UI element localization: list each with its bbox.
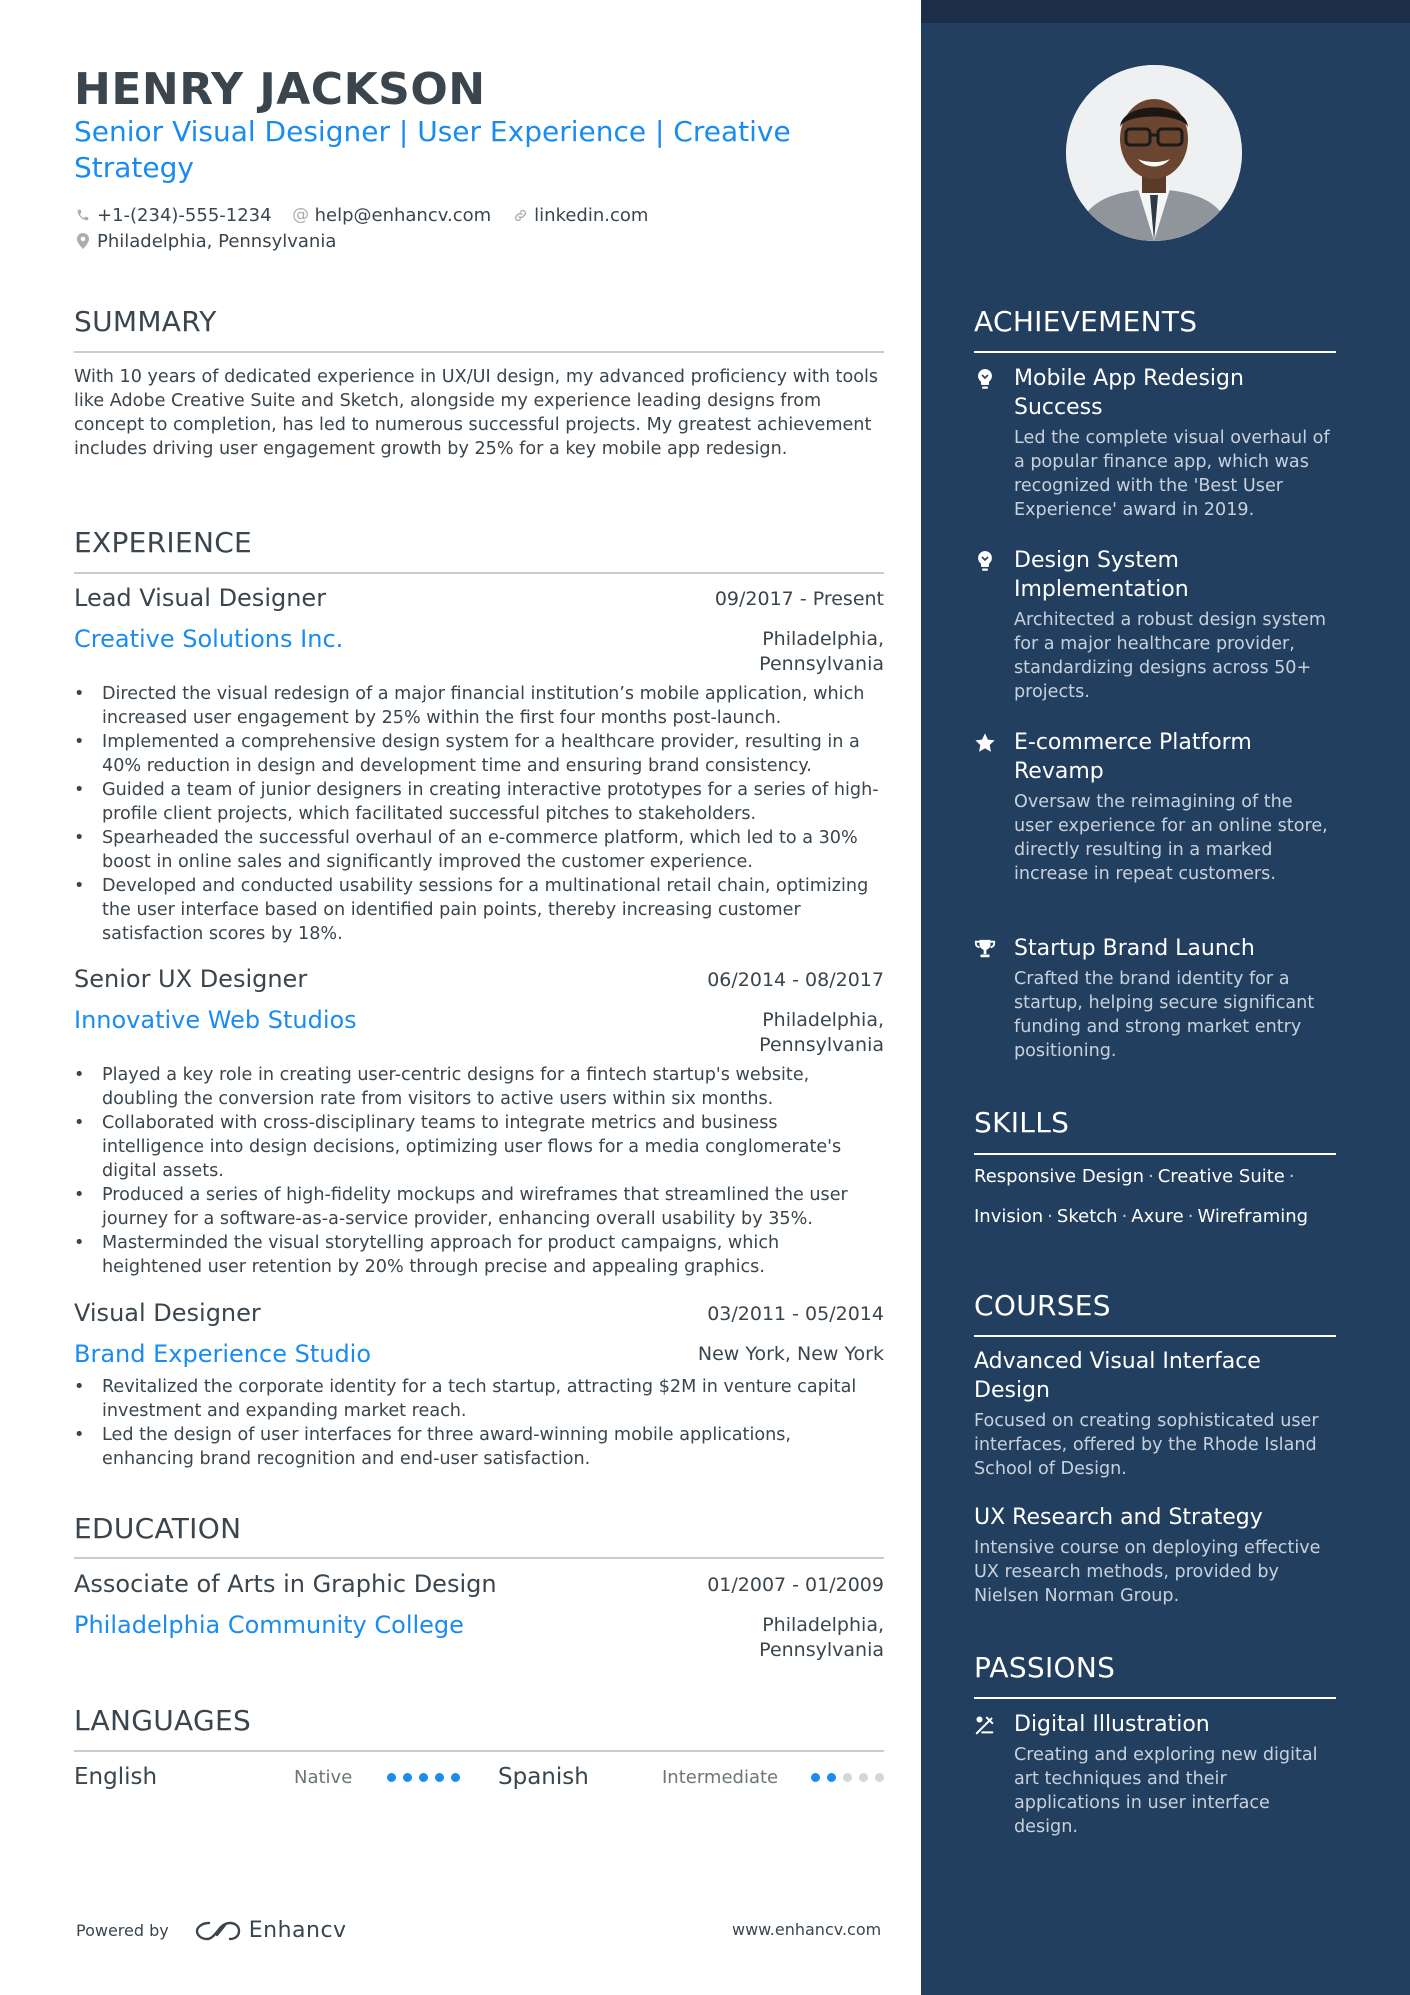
degree-title: Associate of Arts in Graphic Design bbox=[74, 1570, 497, 1598]
profile-avatar-icon bbox=[1066, 65, 1242, 241]
languages-title: LANGUAGES bbox=[74, 1704, 252, 1737]
company-name[interactable]: Creative Solutions Inc. bbox=[74, 625, 344, 653]
job-dates: 03/2011 - 05/2014 bbox=[707, 1303, 884, 1325]
list-item: • Played a key role in creating user-centric designs for a fintech startup's website, doubling the conversion rate from visitors to active users within six months. bbox=[74, 1063, 884, 1111]
rating-dot-filled bbox=[387, 1773, 396, 1782]
pen-tool-icon bbox=[974, 1714, 996, 1736]
company-name[interactable]: Innovative Web Studios bbox=[74, 1006, 357, 1034]
achievement-title: Startup Brand Launch bbox=[1014, 936, 1255, 961]
sidebar bbox=[921, 0, 1410, 1995]
job-title: Senior UX Designer bbox=[74, 965, 308, 993]
languages-divider bbox=[74, 1750, 884, 1752]
language-name: English bbox=[74, 1764, 158, 1790]
experience-title: EXPERIENCE bbox=[74, 526, 253, 559]
achievement-title: E-commerce Platform Revamp bbox=[1014, 730, 1252, 784]
linkedin-text: linkedin.com bbox=[534, 204, 649, 226]
rating-dot-filled bbox=[811, 1773, 820, 1782]
list-item: • Spearheaded the successful overhaul of an e-commerce platform, which led to a 30% boost in online sales and significantly improved the customer experience. bbox=[74, 826, 884, 874]
contact-info bbox=[74, 203, 884, 255]
achievement-desc: Oversaw the reimagining of the user experience for an online store, directly resulting in a marked increase in repeat customers. bbox=[1014, 792, 1328, 884]
achievement-desc: Architected a robust design system for a major healthcare provider, standardizing designs across 50+ projects. bbox=[1014, 610, 1326, 702]
powered-by-text: Powered by bbox=[76, 1921, 169, 1940]
rating-dot-filled bbox=[419, 1773, 428, 1782]
list-item: • Led the design of user interfaces for three award-winning mobile applications, enhancing brand recognition and end-user satisfaction. bbox=[74, 1423, 884, 1471]
passion-item bbox=[974, 1710, 1336, 1839]
education-location: Philadelphia, Pennsylvania bbox=[759, 1614, 884, 1661]
linkedin-item[interactable] bbox=[511, 205, 648, 226]
skill-tag: Responsive Design bbox=[974, 1166, 1144, 1187]
courses-divider bbox=[974, 1335, 1336, 1337]
profile-photo bbox=[1066, 65, 1242, 241]
job-bullets bbox=[74, 1063, 884, 1279]
language-level: Native bbox=[294, 1767, 353, 1788]
job-title: Visual Designer bbox=[74, 1299, 261, 1327]
rating-dot-filled bbox=[403, 1773, 412, 1782]
email-text: help@enhancv.com bbox=[314, 204, 492, 226]
job-location: New York, New York bbox=[697, 1343, 884, 1365]
courses-title: COURSES bbox=[974, 1289, 1111, 1322]
skill-tag: Invision bbox=[974, 1206, 1044, 1227]
achievement-item bbox=[974, 364, 1336, 522]
company-name[interactable]: Brand Experience Studio bbox=[74, 1340, 372, 1368]
lightbulb-icon bbox=[974, 550, 996, 572]
list-item: • Directed the visual redesign of a major financial institution’s mobile application, which increased user engagement by 25% within the first four months post-launch. bbox=[74, 682, 884, 730]
skills-title: SKILLS bbox=[974, 1106, 1070, 1139]
job-location: Philadelphia, Pennsylvania bbox=[759, 628, 884, 675]
skills-divider bbox=[974, 1153, 1336, 1155]
achievement-item bbox=[974, 934, 1336, 1063]
list-item: • Collaborated with cross-disciplinary teams to integrate metrics and business intelligence into design decisions, optimizing user flows for a media conglomerate's digital assets. bbox=[74, 1111, 884, 1183]
list-item: • Developed and conducted usability sessions for a multinational retail chain, optimizing the user interface based on identified pain points, thereby increasing customer satisfaction scores by 18%. bbox=[74, 874, 884, 946]
job-location: Philadelphia, Pennsylvania bbox=[759, 1009, 884, 1056]
achievement-desc: Led the complete visual overhaul of a popular finance app, which was recognized with the 'Best User Experience' award in 2019. bbox=[1014, 428, 1330, 520]
footer-website[interactable]: www.enhancv.com bbox=[732, 1920, 882, 1939]
rating-dot-empty bbox=[843, 1773, 852, 1782]
summary-text: With 10 years of dedicated experience in UX/UI design, my advanced proficiency with tools like Adobe Creative Suite and Sketch, alongside my experience leading designs from concept to completion, has led to numerous successful projects. My greatest achievement includes driving user engagement growth by 25% for a key mobile app redesign. bbox=[74, 367, 879, 459]
enhancv-logo-icon bbox=[195, 1919, 241, 1943]
education-dates: 01/2007 - 01/2009 bbox=[707, 1574, 884, 1596]
summary-title: SUMMARY bbox=[74, 305, 217, 338]
list-item: • Revitalized the corporate identity for a tech startup, attracting $2M in venture capital investment and expanding market reach. bbox=[74, 1375, 884, 1423]
achievements-title: ACHIEVEMENTS bbox=[974, 305, 1198, 338]
course-title: Advanced Visual Interface Design bbox=[974, 1349, 1261, 1403]
course-item bbox=[974, 1347, 1336, 1481]
at-icon: @ bbox=[292, 205, 310, 225]
sidebar-top-band bbox=[921, 0, 1410, 23]
job-bullets bbox=[74, 682, 884, 946]
language-name: Spanish bbox=[498, 1764, 589, 1790]
list-item: • Guided a team of junior designers in creating interactive prototypes for a series of high-profile client projects, which facilitated successful pitches to stakeholders. bbox=[74, 778, 884, 826]
trophy-icon bbox=[974, 938, 996, 960]
enhancv-logo[interactable] bbox=[195, 1918, 347, 1943]
rating-dot-empty bbox=[875, 1773, 884, 1782]
headline: Senior Visual Designer | User Experience | Creative Strategy bbox=[74, 115, 791, 184]
job-dates: 09/2017 - Present bbox=[714, 588, 884, 610]
phone-text: +1-(234)-555-1234 bbox=[97, 204, 272, 226]
language-level: Intermediate bbox=[662, 1767, 779, 1788]
summary-divider bbox=[74, 351, 884, 353]
location-item bbox=[74, 231, 336, 252]
course-item bbox=[974, 1503, 1336, 1608]
location-text: Philadelphia, Pennsylvania bbox=[97, 230, 337, 252]
rating-dot-filled bbox=[827, 1773, 836, 1782]
location-pin-icon bbox=[74, 232, 92, 250]
skill-tag: Axure bbox=[1131, 1206, 1184, 1227]
skills-list: Responsive Design · Creative Suite · Invision · Sketch · Axure · Wireframing bbox=[974, 1166, 1309, 1227]
footer-branding bbox=[76, 1918, 347, 1943]
rating-dot-filled bbox=[451, 1773, 460, 1782]
achievement-item bbox=[974, 728, 1336, 886]
language-rating bbox=[811, 1773, 891, 1782]
skill-tag: Sketch bbox=[1056, 1206, 1118, 1227]
job-title: Lead Visual Designer bbox=[74, 584, 327, 612]
achievement-title: Mobile App Redesign Success bbox=[1014, 366, 1244, 420]
skill-tag: Wireframing bbox=[1197, 1206, 1309, 1227]
skill-tag: Creative Suite bbox=[1157, 1166, 1285, 1187]
job-bullets bbox=[74, 1375, 884, 1471]
star-icon bbox=[974, 732, 996, 754]
phone-icon bbox=[74, 206, 92, 224]
achievement-desc: Crafted the brand identity for a startup, helping secure significant funding and strong market entry positioning. bbox=[1014, 969, 1315, 1061]
language-rating bbox=[387, 1773, 467, 1782]
experience-divider bbox=[74, 572, 884, 574]
achievement-item bbox=[974, 546, 1336, 704]
email-item[interactable] bbox=[292, 205, 492, 226]
achievements-divider bbox=[974, 351, 1336, 353]
education-divider bbox=[74, 1557, 884, 1559]
job-dates: 06/2014 - 08/2017 bbox=[707, 969, 884, 991]
course-desc: Intensive course on deploying effective UX research methods, provided by Nielsen Norman Group. bbox=[974, 1538, 1321, 1606]
list-item: • Produced a series of high-fidelity mockups and wireframes that streamlined the user journey for a software-as-a-service provider, enhancing overall usability by 35%. bbox=[74, 1183, 884, 1231]
candidate-name: HENRY JACKSON bbox=[74, 64, 486, 115]
achievement-title: Design System Implementation bbox=[1014, 548, 1189, 602]
lightbulb-icon bbox=[974, 368, 996, 390]
rating-dot-empty bbox=[859, 1773, 868, 1782]
link-icon bbox=[511, 206, 529, 224]
phone-item[interactable] bbox=[74, 205, 272, 226]
course-title: UX Research and Strategy bbox=[974, 1505, 1263, 1530]
course-desc: Focused on creating sophisticated user interfaces, offered by the Rhode Island School of Design. bbox=[974, 1411, 1319, 1479]
passions-divider bbox=[974, 1697, 1336, 1699]
school-name[interactable]: Philadelphia Community College bbox=[74, 1611, 464, 1639]
enhancv-brand-text: Enhancv bbox=[248, 1918, 347, 1943]
passion-title: Digital Illustration bbox=[1014, 1712, 1210, 1737]
list-item: • Implemented a comprehensive design system for a healthcare provider, resulting in a 40% reduction in design and development time and ensuring brand consistency. bbox=[74, 730, 884, 778]
passion-desc: Creating and exploring new digital art techniques and their applications in user interface design. bbox=[1014, 1745, 1318, 1837]
education-title: EDUCATION bbox=[74, 1512, 242, 1545]
passions-title: PASSIONS bbox=[974, 1651, 1116, 1684]
rating-dot-filled bbox=[435, 1773, 444, 1782]
list-item: • Masterminded the visual storytelling approach for product campaigns, which heightened user retention by 20% through precise and appealing graphics. bbox=[74, 1231, 884, 1279]
